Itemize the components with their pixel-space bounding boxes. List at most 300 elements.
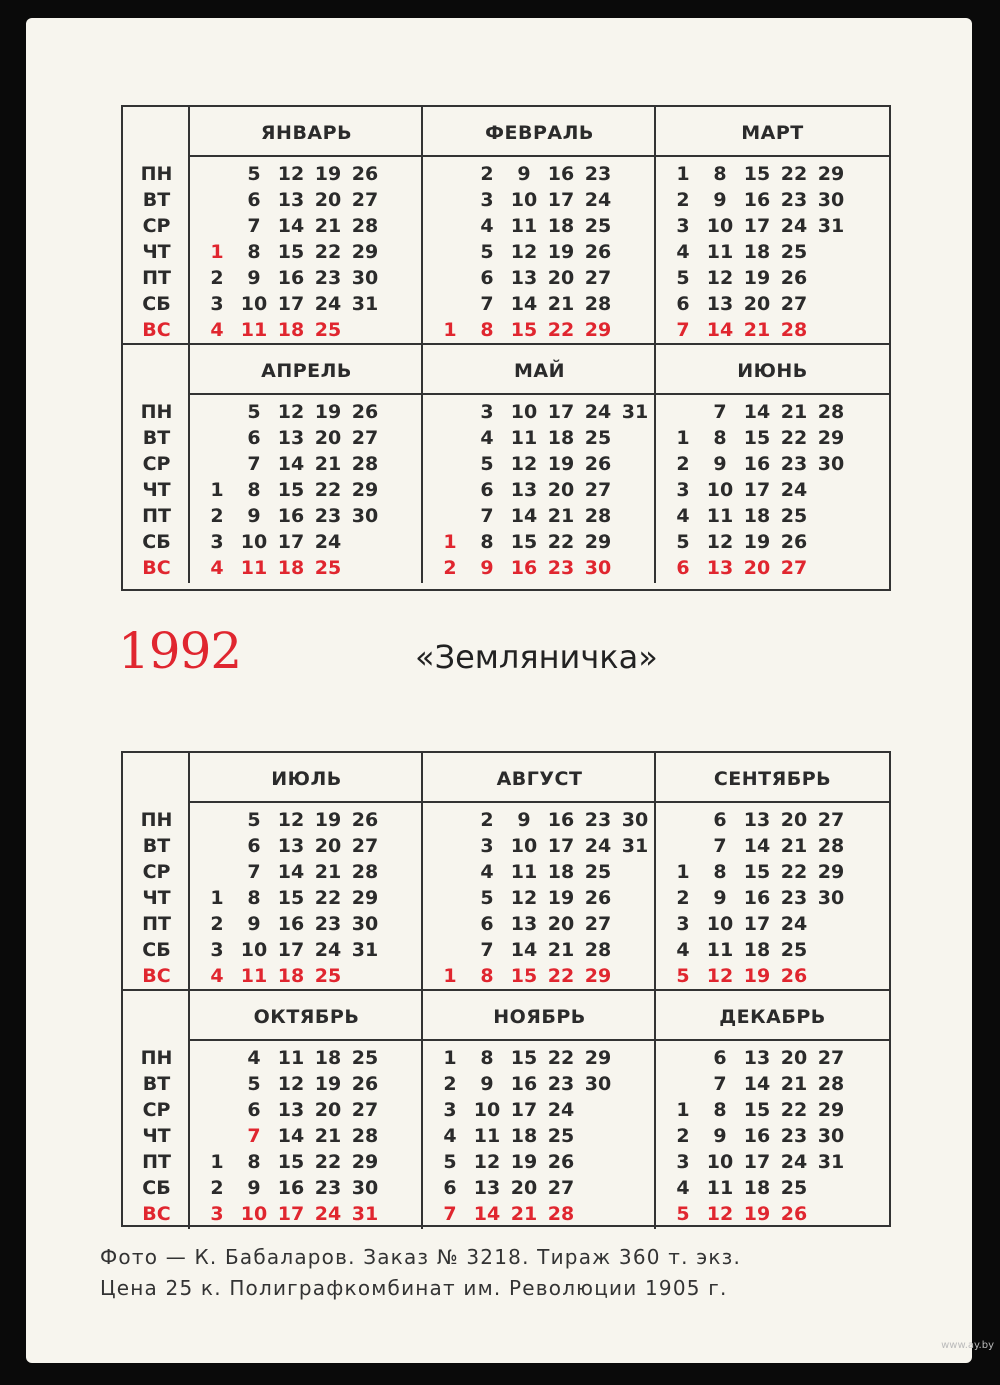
day-number: 9 xyxy=(713,453,727,475)
day-number: 10 xyxy=(706,215,734,237)
day-number: 25 xyxy=(314,965,342,987)
day-number: 12 xyxy=(706,531,734,553)
day-number: 18 xyxy=(277,965,305,987)
month-name: СЕНТЯБРЬ xyxy=(713,768,832,790)
day-number: 4 xyxy=(210,557,224,579)
weekday-label: ВТ xyxy=(142,189,171,211)
day-number: 22 xyxy=(314,479,342,501)
day-number: 16 xyxy=(547,809,575,831)
weekday-label: ВТ xyxy=(142,427,171,449)
day-number: 6 xyxy=(247,189,261,211)
day-number: 4 xyxy=(210,965,224,987)
weekday-label: ВС xyxy=(142,965,171,987)
day-number: 22 xyxy=(314,887,342,909)
day-number: 21 xyxy=(547,939,575,961)
day-number: 10 xyxy=(706,479,734,501)
day-number: 3 xyxy=(480,189,494,211)
day-number: 8 xyxy=(247,887,261,909)
day-number: 17 xyxy=(743,1151,771,1173)
day-number: 16 xyxy=(743,453,771,475)
day-number: 31 xyxy=(621,835,649,857)
day-number: 6 xyxy=(247,1099,261,1121)
day-number: 14 xyxy=(743,835,771,857)
day-number: 8 xyxy=(713,427,727,449)
day-number: 4 xyxy=(443,1125,457,1147)
day-number: 13 xyxy=(510,479,538,501)
column-divider xyxy=(188,753,190,991)
day-number: 22 xyxy=(547,531,575,553)
day-number: 23 xyxy=(584,163,612,185)
month-block xyxy=(656,345,889,583)
day-number: 14 xyxy=(743,401,771,423)
month-block xyxy=(656,753,889,991)
day-number: 8 xyxy=(713,861,727,883)
day-number: 11 xyxy=(240,319,268,341)
day-number: 11 xyxy=(240,965,268,987)
day-number: 6 xyxy=(713,1047,727,1069)
day-number: 14 xyxy=(277,1125,305,1147)
day-number: 26 xyxy=(351,1073,379,1095)
day-number: 21 xyxy=(510,1203,538,1225)
day-number: 28 xyxy=(351,861,379,883)
month-block xyxy=(656,107,889,345)
day-number: 18 xyxy=(743,505,771,527)
weekday-label: СР xyxy=(142,215,171,237)
day-number: 21 xyxy=(743,319,771,341)
day-number: 12 xyxy=(277,401,305,423)
weekday-label: ВС xyxy=(142,1203,171,1225)
day-number: 2 xyxy=(210,505,224,527)
day-number: 17 xyxy=(277,1203,305,1225)
day-number: 24 xyxy=(780,215,808,237)
day-number: 12 xyxy=(510,453,538,475)
month-title-divider xyxy=(423,393,656,395)
day-number: 1 xyxy=(676,427,690,449)
day-number: 14 xyxy=(277,215,305,237)
day-number: 21 xyxy=(780,401,808,423)
day-number: 26 xyxy=(780,965,808,987)
day-number: 14 xyxy=(743,1073,771,1095)
day-number: 9 xyxy=(247,267,261,289)
day-number: 11 xyxy=(706,1177,734,1199)
month-title-divider xyxy=(190,801,423,803)
day-number: 1 xyxy=(443,531,457,553)
day-number: 29 xyxy=(351,1151,379,1173)
column-divider xyxy=(421,753,423,991)
column-divider xyxy=(654,753,656,991)
day-number: 19 xyxy=(547,453,575,475)
day-number: 25 xyxy=(584,861,612,883)
day-number: 25 xyxy=(780,1177,808,1199)
day-number: 11 xyxy=(240,557,268,579)
day-number: 15 xyxy=(743,427,771,449)
day-number: 9 xyxy=(480,557,494,579)
day-number: 21 xyxy=(314,861,342,883)
weekday-label: ПН xyxy=(140,1047,173,1069)
day-number: 5 xyxy=(247,401,261,423)
weekday-label: СР xyxy=(142,1099,171,1121)
day-number: 19 xyxy=(314,809,342,831)
day-number: 9 xyxy=(247,913,261,935)
column-divider xyxy=(654,991,656,1229)
column-divider xyxy=(188,107,190,345)
month-name: НОЯБРЬ xyxy=(493,1006,586,1028)
day-number: 29 xyxy=(584,531,612,553)
day-number: 5 xyxy=(676,531,690,553)
day-number: 7 xyxy=(713,835,727,857)
day-number: 6 xyxy=(480,479,494,501)
day-number: 14 xyxy=(473,1203,501,1225)
day-number: 13 xyxy=(743,809,771,831)
day-number: 21 xyxy=(314,215,342,237)
day-number: 20 xyxy=(743,557,771,579)
day-number: 23 xyxy=(314,1177,342,1199)
day-number: 30 xyxy=(621,809,649,831)
day-number: 23 xyxy=(314,505,342,527)
day-number: 20 xyxy=(510,1177,538,1199)
day-number: 4 xyxy=(480,215,494,237)
day-number: 16 xyxy=(277,1177,305,1199)
day-number: 3 xyxy=(676,1151,690,1173)
day-number: 21 xyxy=(780,1073,808,1095)
day-number: 29 xyxy=(817,427,845,449)
weekday-label: ПТ xyxy=(142,267,171,289)
day-number: 16 xyxy=(547,163,575,185)
day-number: 23 xyxy=(780,887,808,909)
day-number: 18 xyxy=(743,1177,771,1199)
day-number: 27 xyxy=(351,427,379,449)
day-number: 1 xyxy=(210,241,224,263)
day-number: 7 xyxy=(676,319,690,341)
day-number: 7 xyxy=(480,939,494,961)
day-number: 18 xyxy=(277,557,305,579)
day-number: 16 xyxy=(510,557,538,579)
column-divider xyxy=(654,345,656,583)
day-number: 6 xyxy=(713,809,727,831)
day-number: 10 xyxy=(706,913,734,935)
day-number: 29 xyxy=(351,887,379,909)
day-number: 8 xyxy=(247,1151,261,1173)
weekday-label: ЧТ xyxy=(142,887,171,909)
day-number: 4 xyxy=(676,505,690,527)
weekday-label: ЧТ xyxy=(142,241,171,263)
day-number: 27 xyxy=(584,267,612,289)
day-number: 12 xyxy=(277,1073,305,1095)
day-number: 1 xyxy=(210,479,224,501)
day-number: 23 xyxy=(780,1125,808,1147)
month-block xyxy=(190,753,423,991)
day-number: 8 xyxy=(480,965,494,987)
day-number: 24 xyxy=(780,479,808,501)
month-name: АВГУСТ xyxy=(496,768,583,790)
day-number: 10 xyxy=(240,939,268,961)
day-number: 30 xyxy=(584,557,612,579)
day-number: 11 xyxy=(706,505,734,527)
day-number: 11 xyxy=(510,861,538,883)
day-number: 5 xyxy=(247,163,261,185)
day-number: 27 xyxy=(584,913,612,935)
day-number: 5 xyxy=(480,241,494,263)
day-number: 10 xyxy=(473,1099,501,1121)
column-divider xyxy=(421,107,423,345)
day-number: 17 xyxy=(547,835,575,857)
day-number: 1 xyxy=(443,319,457,341)
day-number: 26 xyxy=(547,1151,575,1173)
day-number: 22 xyxy=(547,1047,575,1069)
day-number: 29 xyxy=(817,1099,845,1121)
day-number: 9 xyxy=(713,1125,727,1147)
year-label: 1992 xyxy=(118,622,242,680)
day-number: 11 xyxy=(510,427,538,449)
day-number: 13 xyxy=(473,1177,501,1199)
weekday-label: ЧТ xyxy=(142,1125,171,1147)
day-number: 26 xyxy=(780,267,808,289)
day-number: 21 xyxy=(314,453,342,475)
day-number: 31 xyxy=(817,1151,845,1173)
month-title-divider xyxy=(656,393,889,395)
day-number: 27 xyxy=(780,557,808,579)
day-number: 26 xyxy=(584,887,612,909)
day-number: 5 xyxy=(480,453,494,475)
day-number: 24 xyxy=(584,835,612,857)
day-number: 19 xyxy=(314,1073,342,1095)
day-number: 16 xyxy=(277,913,305,935)
day-number: 16 xyxy=(277,267,305,289)
day-number: 11 xyxy=(706,939,734,961)
month-name: АПРЕЛЬ xyxy=(261,360,352,382)
month-block xyxy=(190,107,423,345)
watermark: www.ay.by xyxy=(941,1340,994,1351)
day-number: 5 xyxy=(247,1073,261,1095)
day-number: 17 xyxy=(277,293,305,315)
day-number: 19 xyxy=(743,965,771,987)
day-number: 16 xyxy=(277,505,305,527)
day-number: 19 xyxy=(314,163,342,185)
day-number: 24 xyxy=(314,293,342,315)
day-number: 3 xyxy=(676,479,690,501)
day-number: 13 xyxy=(277,1099,305,1121)
day-number: 6 xyxy=(480,913,494,935)
day-number: 18 xyxy=(547,215,575,237)
day-number: 11 xyxy=(473,1125,501,1147)
day-number: 22 xyxy=(547,319,575,341)
day-number: 9 xyxy=(713,189,727,211)
day-number: 13 xyxy=(277,427,305,449)
day-number: 9 xyxy=(247,505,261,527)
day-number: 18 xyxy=(547,427,575,449)
day-number: 14 xyxy=(510,505,538,527)
day-number: 19 xyxy=(743,531,771,553)
month-title-divider xyxy=(656,155,889,157)
weekday-label: ВС xyxy=(142,557,171,579)
day-number: 20 xyxy=(314,1099,342,1121)
day-number: 10 xyxy=(510,835,538,857)
weekday-label: ПН xyxy=(140,809,173,831)
day-number: 1 xyxy=(443,1047,457,1069)
day-number: 2 xyxy=(443,557,457,579)
day-number: 2 xyxy=(210,913,224,935)
month-block xyxy=(423,753,656,991)
month-name: МАРТ xyxy=(741,122,804,144)
day-number: 1 xyxy=(210,887,224,909)
day-number: 5 xyxy=(676,1203,690,1225)
day-number: 20 xyxy=(314,189,342,211)
day-number: 26 xyxy=(780,1203,808,1225)
day-number: 1 xyxy=(676,1099,690,1121)
day-number: 24 xyxy=(314,1203,342,1225)
day-number: 5 xyxy=(443,1151,457,1173)
day-number: 27 xyxy=(817,809,845,831)
day-number: 29 xyxy=(817,861,845,883)
day-number: 24 xyxy=(314,939,342,961)
weekday-label: СР xyxy=(142,861,171,883)
day-number: 20 xyxy=(743,293,771,315)
day-number: 23 xyxy=(314,913,342,935)
day-number: 2 xyxy=(210,267,224,289)
day-number: 24 xyxy=(547,1099,575,1121)
day-number: 24 xyxy=(584,189,612,211)
day-number: 15 xyxy=(510,965,538,987)
day-number: 21 xyxy=(314,1125,342,1147)
day-number: 16 xyxy=(510,1073,538,1095)
day-number: 26 xyxy=(584,241,612,263)
day-number: 8 xyxy=(480,1047,494,1069)
weekday-label: СБ xyxy=(142,531,171,553)
day-number: 8 xyxy=(480,319,494,341)
day-number: 27 xyxy=(780,293,808,315)
day-number: 28 xyxy=(780,319,808,341)
day-number: 20 xyxy=(314,835,342,857)
day-number: 25 xyxy=(780,939,808,961)
month-title-divider xyxy=(423,801,656,803)
day-number: 15 xyxy=(277,1151,305,1173)
day-number: 20 xyxy=(547,479,575,501)
day-number: 28 xyxy=(351,1125,379,1147)
day-number: 15 xyxy=(510,1047,538,1069)
month-name: ФЕВРАЛЬ xyxy=(485,122,594,144)
day-number: 5 xyxy=(247,809,261,831)
day-number: 12 xyxy=(510,241,538,263)
day-number: 25 xyxy=(584,215,612,237)
day-number: 1 xyxy=(676,163,690,185)
weekday-label: СБ xyxy=(142,939,171,961)
day-number: 23 xyxy=(547,557,575,579)
day-number: 22 xyxy=(780,163,808,185)
day-number: 22 xyxy=(314,1151,342,1173)
day-number: 14 xyxy=(277,861,305,883)
day-number: 3 xyxy=(480,835,494,857)
month-title-divider xyxy=(656,801,889,803)
weekday-label: ПТ xyxy=(142,913,171,935)
day-number: 30 xyxy=(817,887,845,909)
day-number: 1 xyxy=(676,861,690,883)
calendar-first-half xyxy=(121,105,891,591)
day-number: 11 xyxy=(706,241,734,263)
day-number: 12 xyxy=(706,267,734,289)
day-number: 4 xyxy=(247,1047,261,1069)
day-number: 7 xyxy=(247,215,261,237)
day-number: 13 xyxy=(277,189,305,211)
day-number: 11 xyxy=(277,1047,305,1069)
day-number: 23 xyxy=(780,189,808,211)
day-number: 9 xyxy=(517,809,531,831)
day-number: 4 xyxy=(480,427,494,449)
day-number: 24 xyxy=(584,401,612,423)
day-number: 27 xyxy=(351,189,379,211)
day-number: 4 xyxy=(676,939,690,961)
day-number: 20 xyxy=(547,913,575,935)
day-number: 17 xyxy=(277,939,305,961)
day-number: 8 xyxy=(480,531,494,553)
day-number: 12 xyxy=(473,1151,501,1173)
day-number: 2 xyxy=(676,887,690,909)
day-number: 31 xyxy=(621,401,649,423)
day-number: 25 xyxy=(780,241,808,263)
column-divider xyxy=(654,107,656,345)
day-number: 8 xyxy=(247,479,261,501)
day-number: 18 xyxy=(314,1047,342,1069)
day-number: 20 xyxy=(547,267,575,289)
month-title-divider xyxy=(656,1039,889,1041)
footer-print-info: Цена 25 к. Полиграфкомбинат им. Революции 1905 г. xyxy=(100,1276,728,1300)
day-number: 29 xyxy=(584,319,612,341)
day-number: 6 xyxy=(676,293,690,315)
day-number: 31 xyxy=(351,939,379,961)
day-number: 31 xyxy=(351,293,379,315)
day-number: 5 xyxy=(676,965,690,987)
day-number: 15 xyxy=(510,531,538,553)
day-number: 7 xyxy=(247,1125,261,1147)
day-number: 28 xyxy=(584,505,612,527)
weekday-label: ПТ xyxy=(142,1151,171,1173)
weekday-label: ВТ xyxy=(142,835,171,857)
day-number: 10 xyxy=(510,189,538,211)
month-title-divider xyxy=(423,1039,656,1041)
day-number: 29 xyxy=(351,479,379,501)
calendar-second-half xyxy=(121,751,891,1227)
day-number: 21 xyxy=(547,293,575,315)
day-number: 19 xyxy=(314,401,342,423)
day-number: 25 xyxy=(547,1125,575,1147)
day-number: 22 xyxy=(547,965,575,987)
day-number: 13 xyxy=(510,267,538,289)
day-number: 17 xyxy=(547,189,575,211)
day-number: 22 xyxy=(780,427,808,449)
day-number: 24 xyxy=(780,1151,808,1173)
weekday-label: ПН xyxy=(140,401,173,423)
day-number: 23 xyxy=(584,809,612,831)
day-number: 13 xyxy=(706,293,734,315)
day-number: 7 xyxy=(713,401,727,423)
month-title-divider xyxy=(423,155,656,157)
day-number: 3 xyxy=(676,913,690,935)
day-number: 7 xyxy=(713,1073,727,1095)
day-number: 12 xyxy=(510,887,538,909)
column-divider xyxy=(188,991,190,1229)
day-number: 29 xyxy=(584,965,612,987)
day-number: 9 xyxy=(713,887,727,909)
day-number: 19 xyxy=(743,1203,771,1225)
month-block xyxy=(423,991,656,1229)
day-number: 3 xyxy=(210,293,224,315)
day-number: 4 xyxy=(676,241,690,263)
day-number: 18 xyxy=(743,241,771,263)
month-title-divider xyxy=(190,393,423,395)
day-number: 30 xyxy=(817,189,845,211)
day-number: 28 xyxy=(584,939,612,961)
calendar-title: «Земляничка» xyxy=(415,638,658,676)
day-number: 15 xyxy=(277,241,305,263)
